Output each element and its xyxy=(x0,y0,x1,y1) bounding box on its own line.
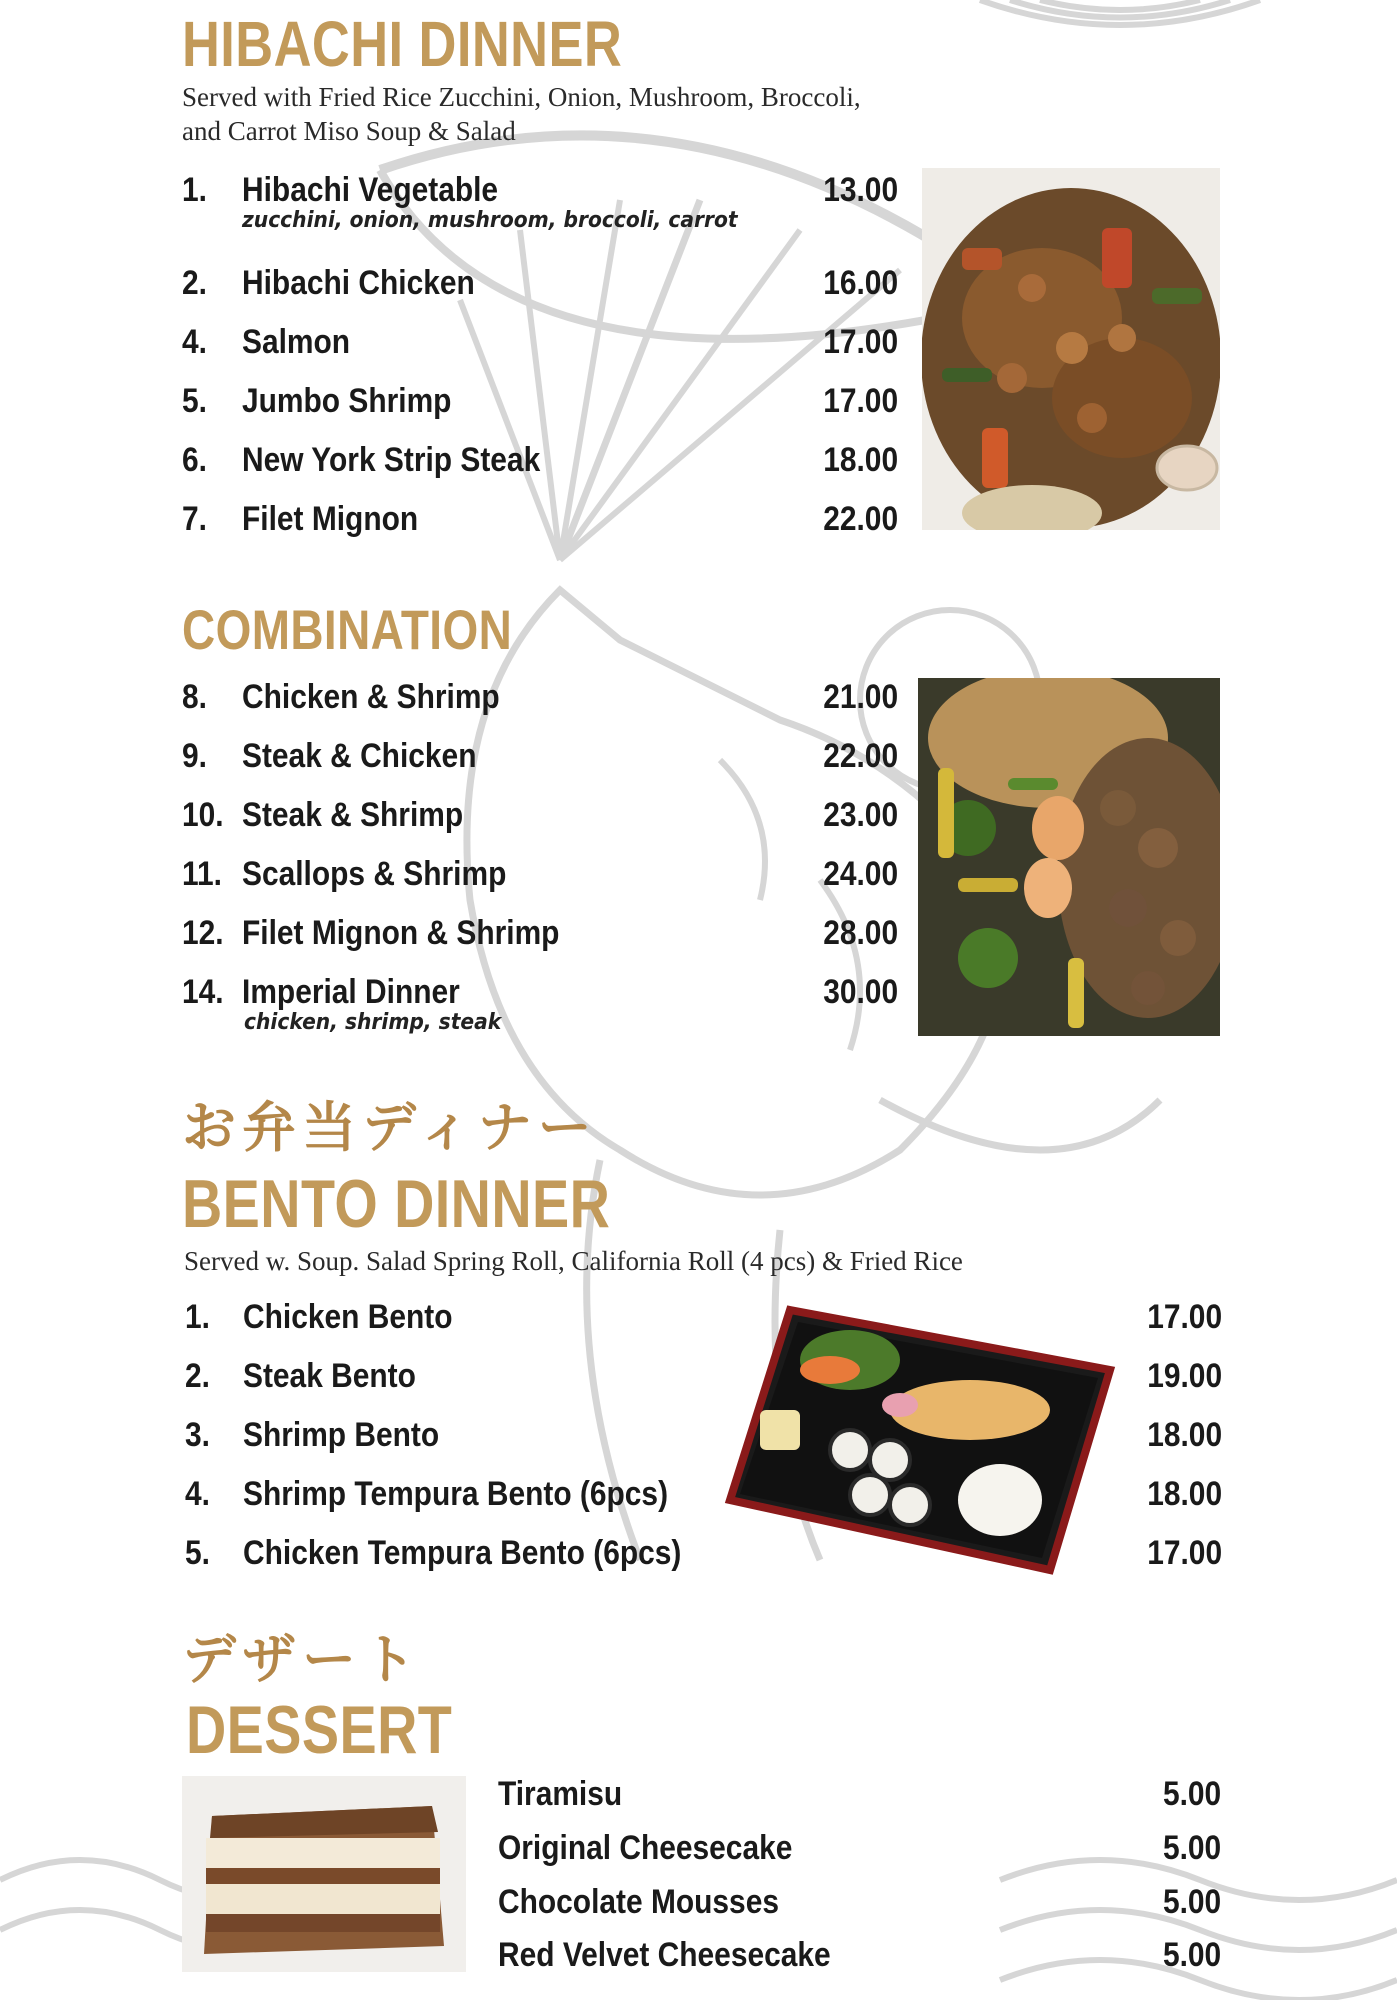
menu-item xyxy=(182,911,898,955)
menu-item xyxy=(182,497,898,541)
item-number: 2. xyxy=(185,1357,210,1395)
item-number: 10. xyxy=(182,796,224,834)
item-name: Chocolate Mousses xyxy=(498,1883,779,1921)
item-number: 12. xyxy=(182,914,224,952)
item-price: 19.00 xyxy=(1147,1357,1222,1395)
item-name: Chicken Tempura Bento (6pcs) xyxy=(243,1534,682,1572)
item-price: 5.00 xyxy=(1162,1775,1221,1813)
item-name: Scallops & Shrimp xyxy=(242,855,507,893)
item-number: 5. xyxy=(185,1534,210,1572)
item-price: 23.00 xyxy=(823,796,898,834)
menu-item xyxy=(182,793,898,837)
item-price: 18.00 xyxy=(1147,1475,1222,1513)
item-number: 6. xyxy=(182,441,207,479)
menu-item xyxy=(182,261,898,305)
item-name: Imperial Dinner xyxy=(242,973,460,1011)
menu-item xyxy=(182,320,898,364)
item-number: 4. xyxy=(185,1475,210,1513)
item-number: 7. xyxy=(182,500,207,538)
item-name: Filet Mignon xyxy=(242,500,419,538)
menu-item xyxy=(182,675,898,719)
item-name: Shrimp Bento xyxy=(243,1416,440,1454)
menu-item xyxy=(185,1354,1222,1398)
bento-title-japanese: お弁当ディナー xyxy=(182,1095,598,1159)
item-price: 22.00 xyxy=(823,737,898,775)
item-subtext: chicken, shrimp, steak xyxy=(244,1010,502,1035)
dessert-title-japanese: デザート xyxy=(182,1627,422,1691)
item-price: 21.00 xyxy=(823,678,898,716)
menu-item xyxy=(185,1472,1222,1516)
item-price: 16.00 xyxy=(823,264,898,302)
item-subtext: zucchini, onion, mushroom, broccoli, carrot xyxy=(242,208,738,233)
item-price: 17.00 xyxy=(1147,1534,1222,1572)
item-number: 3. xyxy=(185,1416,210,1454)
item-number: 14. xyxy=(182,973,224,1011)
item-number: 1. xyxy=(185,1298,210,1336)
menu-item xyxy=(185,1413,1222,1457)
item-name: Filet Mignon & Shrimp xyxy=(242,914,560,952)
item-name: Jumbo Shrimp xyxy=(242,382,452,420)
item-price: 17.00 xyxy=(823,323,898,361)
menu-item xyxy=(498,1772,1221,1816)
item-name: Hibachi Vegetable xyxy=(242,171,499,209)
item-price: 22.00 xyxy=(823,500,898,538)
bento-description: Served w. Soup. Salad Spring Roll, California Roll (4 pcs) & Fried Rice xyxy=(184,1246,963,1276)
item-name: New York Strip Steak xyxy=(242,441,541,479)
hibachi-description-line2: and Carrot Miso Soup & Salad xyxy=(182,116,516,146)
item-name: Steak & Shrimp xyxy=(242,796,464,834)
item-number: 8. xyxy=(182,678,207,716)
item-name: Salmon xyxy=(242,323,351,361)
item-price: 5.00 xyxy=(1162,1883,1221,1921)
dessert-title: DESSERT xyxy=(186,1692,453,1768)
item-price: 13.00 xyxy=(823,171,898,209)
item-price: 28.00 xyxy=(823,914,898,952)
item-price: 24.00 xyxy=(823,855,898,893)
item-name: Steak Bento xyxy=(243,1357,416,1395)
item-name: Steak & Chicken xyxy=(242,737,477,775)
menu-item xyxy=(182,970,898,1035)
item-name: Shrimp Tempura Bento (6pcs) xyxy=(243,1475,669,1513)
item-number: 9. xyxy=(182,737,207,775)
menu-item xyxy=(182,734,898,778)
item-name: Hibachi Chicken xyxy=(242,264,475,302)
menu-item xyxy=(182,438,898,482)
menu-item xyxy=(182,168,898,233)
item-price: 17.00 xyxy=(1147,1298,1222,1336)
bento-title: BENTO DINNER xyxy=(182,1166,611,1242)
item-price: 18.00 xyxy=(1147,1416,1222,1454)
hibachi-description-line1: Served with Fried Rice Zucchini, Onion, Mushroom, Broccoli, xyxy=(182,82,861,112)
item-price: 30.00 xyxy=(823,973,898,1011)
item-number: 4. xyxy=(182,323,207,361)
item-price: 17.00 xyxy=(823,382,898,420)
menu-item xyxy=(498,1880,1221,1924)
combination-title: COMBINATION xyxy=(182,598,513,661)
item-name: Chicken Bento xyxy=(243,1298,453,1336)
item-number: 1. xyxy=(182,171,207,209)
menu-item xyxy=(182,852,898,896)
item-name: Tiramisu xyxy=(498,1775,623,1813)
combination-dish-photo xyxy=(918,678,1220,1036)
item-name: Original Cheesecake xyxy=(498,1829,793,1867)
item-number: 11. xyxy=(182,855,222,893)
item-name: Red Velvet Cheesecake xyxy=(498,1936,831,1974)
menu-item xyxy=(182,379,898,423)
hibachi-title: HIBACHI DINNER xyxy=(182,8,623,80)
item-number: 5. xyxy=(182,382,207,420)
item-price: 18.00 xyxy=(823,441,898,479)
item-number: 2. xyxy=(182,264,207,302)
item-price: 5.00 xyxy=(1162,1936,1221,1974)
item-price: 5.00 xyxy=(1162,1829,1221,1867)
menu-item xyxy=(498,1826,1221,1870)
menu-item xyxy=(185,1295,1222,1339)
item-name: Chicken & Shrimp xyxy=(242,678,500,716)
hibachi-dish-photo xyxy=(922,168,1220,530)
menu-item xyxy=(185,1531,1222,1575)
tiramisu-photo xyxy=(182,1776,466,1972)
menu-item xyxy=(498,1933,1221,1977)
